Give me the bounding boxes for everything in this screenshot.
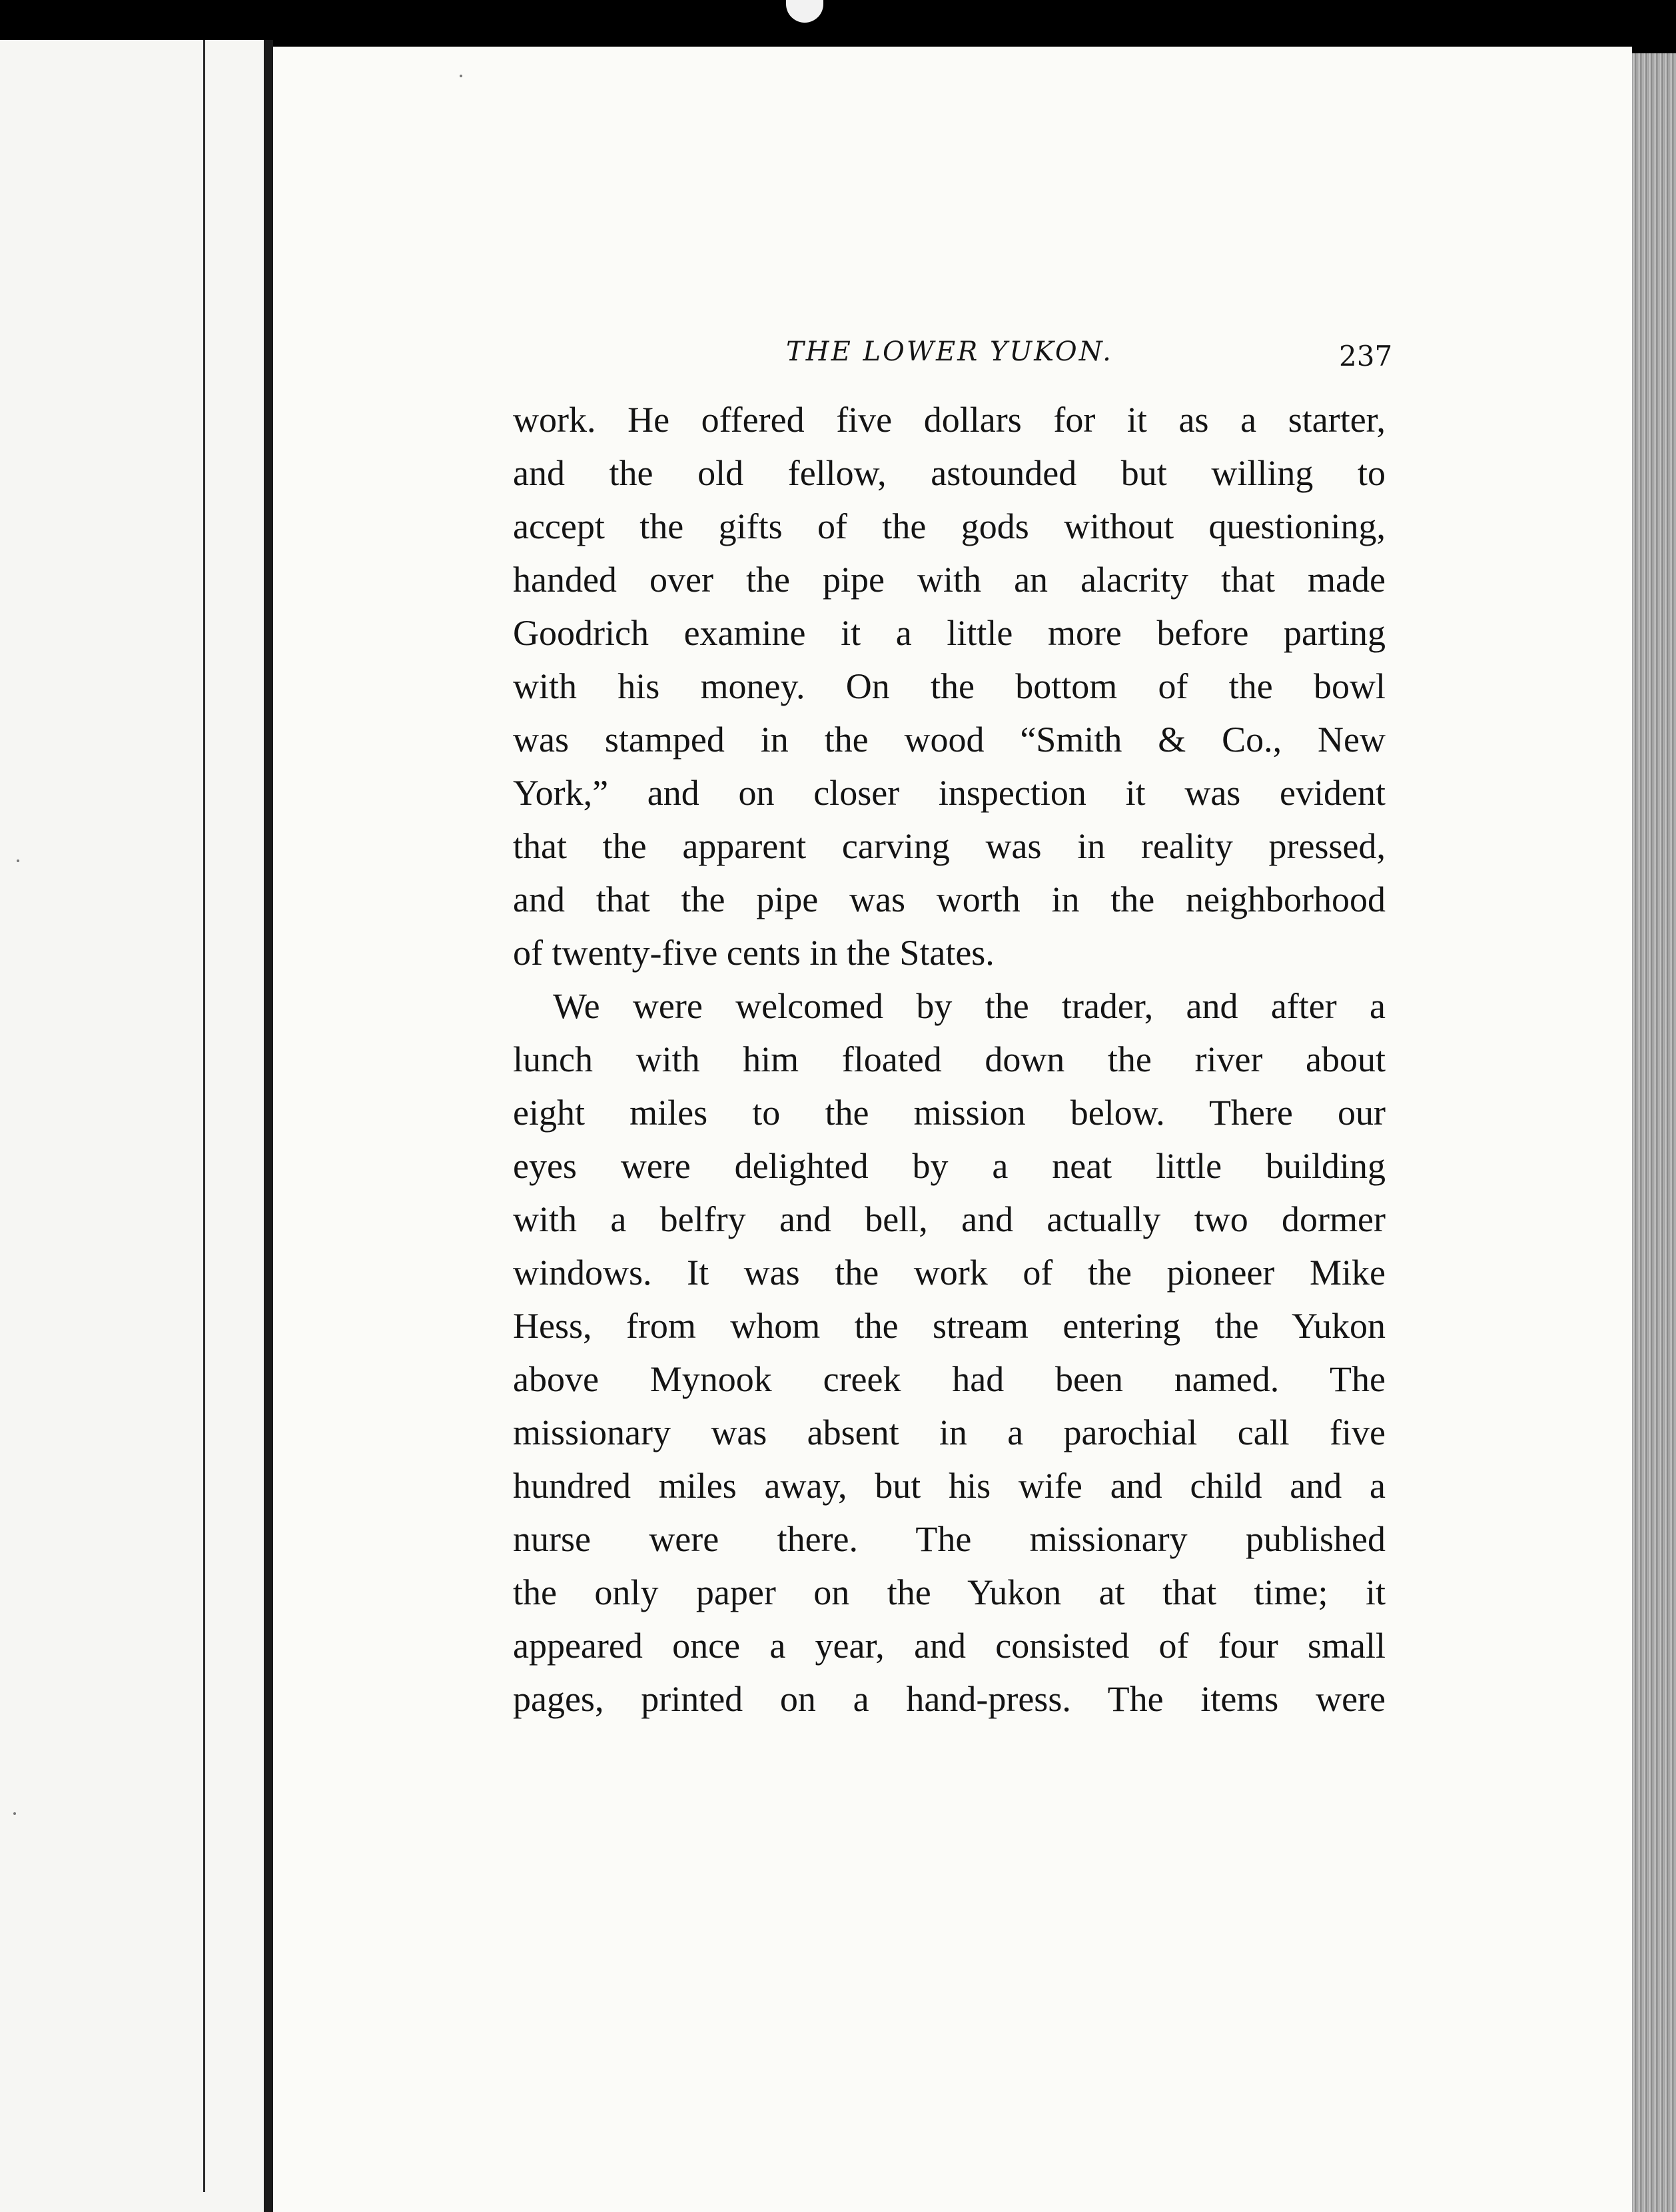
text-line: missionary was absent in a parochial call five — [513, 1412, 1386, 1452]
text-line: accept the gifts of the gods without questioning, — [513, 506, 1386, 546]
book-gutter — [264, 40, 273, 2212]
scan-speck — [460, 75, 462, 77]
text-line: that the apparent carving was in reality pressed, — [513, 826, 1386, 866]
text-line: the only paper on the Yukon at that time; it — [513, 1572, 1386, 1612]
text-line: and that the pipe was worth in the neighborhood — [513, 879, 1386, 919]
left-page-edge — [203, 40, 205, 2192]
text-line: eyes were delighted by a neat little building — [513, 1146, 1386, 1186]
text-line: and the old fellow, astounded but willing to — [513, 453, 1386, 493]
running-head: THE LOWER YUKON. — [786, 336, 1113, 367]
text-line: above Mynook creek had been named. The — [513, 1359, 1386, 1399]
text-line: York,” and on closer inspection it was evident — [513, 773, 1386, 813]
page-number: 237 — [1339, 340, 1393, 372]
text-line: with a belfry and bell, and actually two dormer — [513, 1199, 1386, 1239]
text-line: Goodrich examine it a little more before parting — [513, 613, 1386, 653]
text-line: nurse were there. The missionary published — [513, 1519, 1386, 1559]
body-text — [513, 393, 1386, 1726]
text-line: We were welcomed by the trader, and after a — [553, 986, 1386, 1026]
text-line: lunch with him floated down the river about — [513, 1039, 1386, 1079]
scan-notch — [786, 0, 823, 23]
text-line: work. He offered five dollars for it as a starter, — [513, 400, 1386, 440]
text-line: pages, printed on a hand-press. The items were — [513, 1679, 1386, 1719]
text-line: Hess, from whom the stream entering the Yukon — [513, 1306, 1386, 1346]
text-line: eight miles to the mission below. There our — [513, 1093, 1386, 1133]
text-line: hundred miles away, but his wife and child and a — [513, 1466, 1386, 1506]
text-line: appeared once a year, and consisted of four small — [513, 1626, 1386, 1666]
text-line: windows. It was the work of the pioneer Mike — [513, 1253, 1386, 1293]
text-line: was stamped in the wood “Smith & Co., New — [513, 720, 1386, 760]
text-line: with his money. On the bottom of the bowl — [513, 666, 1386, 706]
scan-speck — [17, 859, 19, 862]
left-page — [0, 40, 266, 2212]
text-line: handed over the pipe with an alacrity that made — [513, 560, 1386, 600]
scan-speck — [13, 1812, 16, 1815]
page-edge-stack — [1632, 53, 1676, 2212]
text-line: of twenty-five cents in the States. — [513, 933, 995, 973]
